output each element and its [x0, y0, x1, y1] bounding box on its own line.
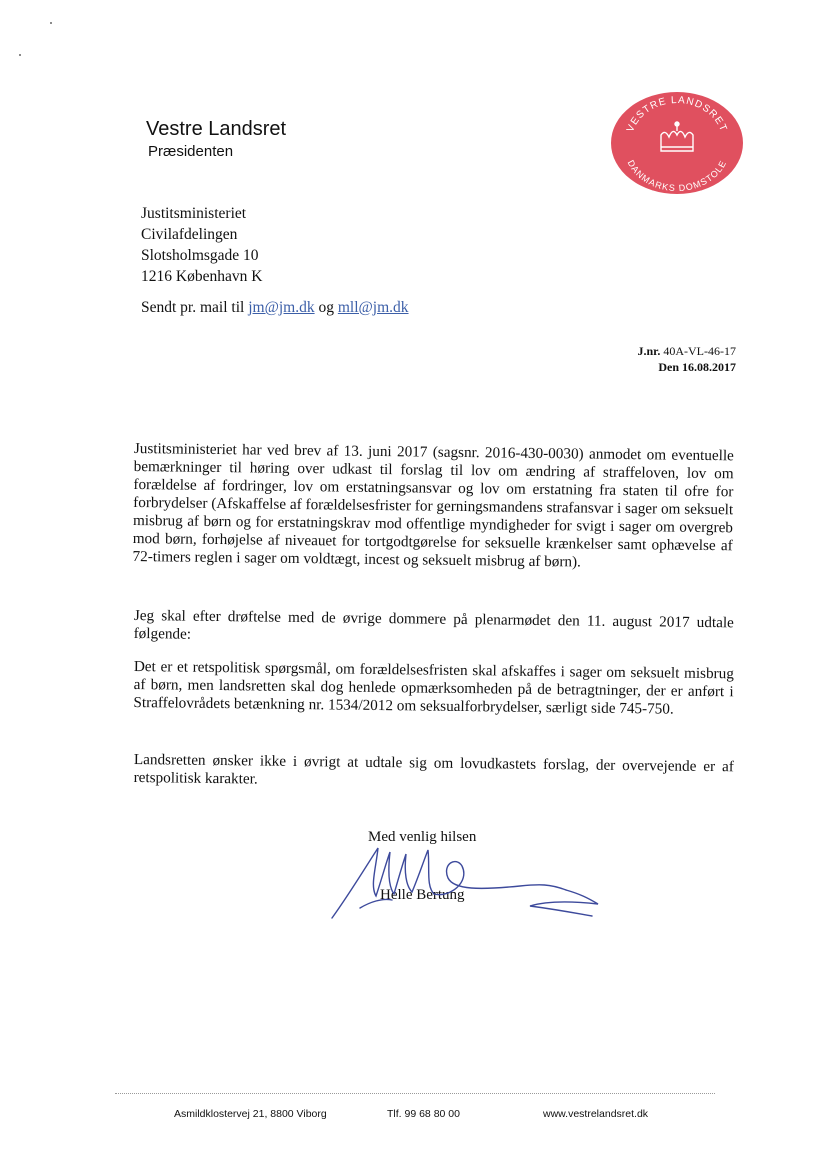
sent-by-mail-line: [141, 299, 409, 317]
court-name: Vestre Landsret: [146, 118, 287, 140]
footer-address: Asmildklostervej 21, 8800 Viborg: [174, 1108, 327, 1120]
body-paragraph: Landsretten ønsker ikke i øvrigt at udtale sig om lovudkastets forslag, der overvejende er af retspolitisk karakter.: [133, 751, 734, 788]
address-line: Justitsministeriet: [141, 205, 247, 222]
jnr-value: 40A-VL-46-17: [663, 344, 736, 358]
closing-greeting: Med venlig hilsen: [368, 829, 477, 845]
date-value: 16.08.2017: [682, 360, 736, 374]
address-line: Civilafdelingen: [141, 226, 238, 243]
date-label: Den: [658, 360, 679, 374]
sent-prefix: Sendt pr. mail til: [141, 299, 245, 316]
seal-bottom-text: DANMARKS DOMSTOLE: [625, 158, 729, 194]
journal-number-line: [637, 343, 736, 359]
recipient-address: [141, 203, 262, 287]
footer-divider: [115, 1093, 715, 1094]
body-paragraph: Justitsministeriet har ved brev af 13. juni 2017 (sagsnr. 2016-430-0030) anmodet om eventuelle bemærkninger til høring over udkast til forslag til lov om ændring af straffeloven, lov om forældelse af fordringer, lov om erstatningsansvar og lov om erstatning fra staten til ofre for forbrydelser (Afskaffelse af forældelsesfrister for gerningsmandens strafansvar i sager om seksuelt misbrug af børn og for erstatningskrav mod offentlige myndigheder for svigt i sager om overgreb mod børn, forhøjelse af niveauet for tortgodtgørelse for seksuelle krænkelser samt ophævelse af 72-timers reglen i sager om voldtægt, incest og seksuelt misbrug af børn).: [132, 440, 734, 571]
handwritten-signature: [330, 838, 610, 948]
footer-phone: Tlf. 99 68 80 00: [387, 1108, 460, 1120]
sent-joiner: og: [318, 299, 334, 316]
court-role: Præsidenten: [148, 143, 234, 160]
footer-website[interactable]: www.vestrelandsret.dk: [543, 1108, 649, 1120]
date-line: [637, 359, 736, 375]
seal-top-text: VESTRE LANDSRET: [624, 94, 730, 134]
reference-block: [637, 343, 736, 375]
body-paragraph: Det er et retspolitisk spørgsmål, om forældelsesfristen skal afskaffes i sager om seksuelt misbrug af børn, men landsretten skal dog henlede opmærksomheden på de betragtninger, der er anført i Straffelovrådets betænkning nr. 1534/2012 om seksualforbrydelser, særligt side 745-750.: [133, 658, 734, 718]
court-seal-stamp: [609, 91, 745, 195]
email-link-mll[interactable]: mll@jm.dk: [337, 299, 409, 316]
email-link-jm[interactable]: jm@jm.dk: [248, 299, 315, 316]
scan-speck: [19, 54, 21, 56]
body-paragraph: Jeg skal efter drøftelse med de øvrige dommere på plenarmødet den 11. august 2017 udtale følgende:: [133, 607, 734, 643]
scan-speck: [50, 22, 52, 24]
seal-svg: [609, 91, 745, 195]
jnr-label: J.nr.: [637, 344, 661, 358]
address-line: Slotsholmsgade 10: [141, 247, 259, 264]
signer-name: Helle Bertung: [380, 887, 465, 903]
address-line: 1216 København K: [141, 268, 263, 285]
seal-ellipse: [611, 92, 743, 194]
